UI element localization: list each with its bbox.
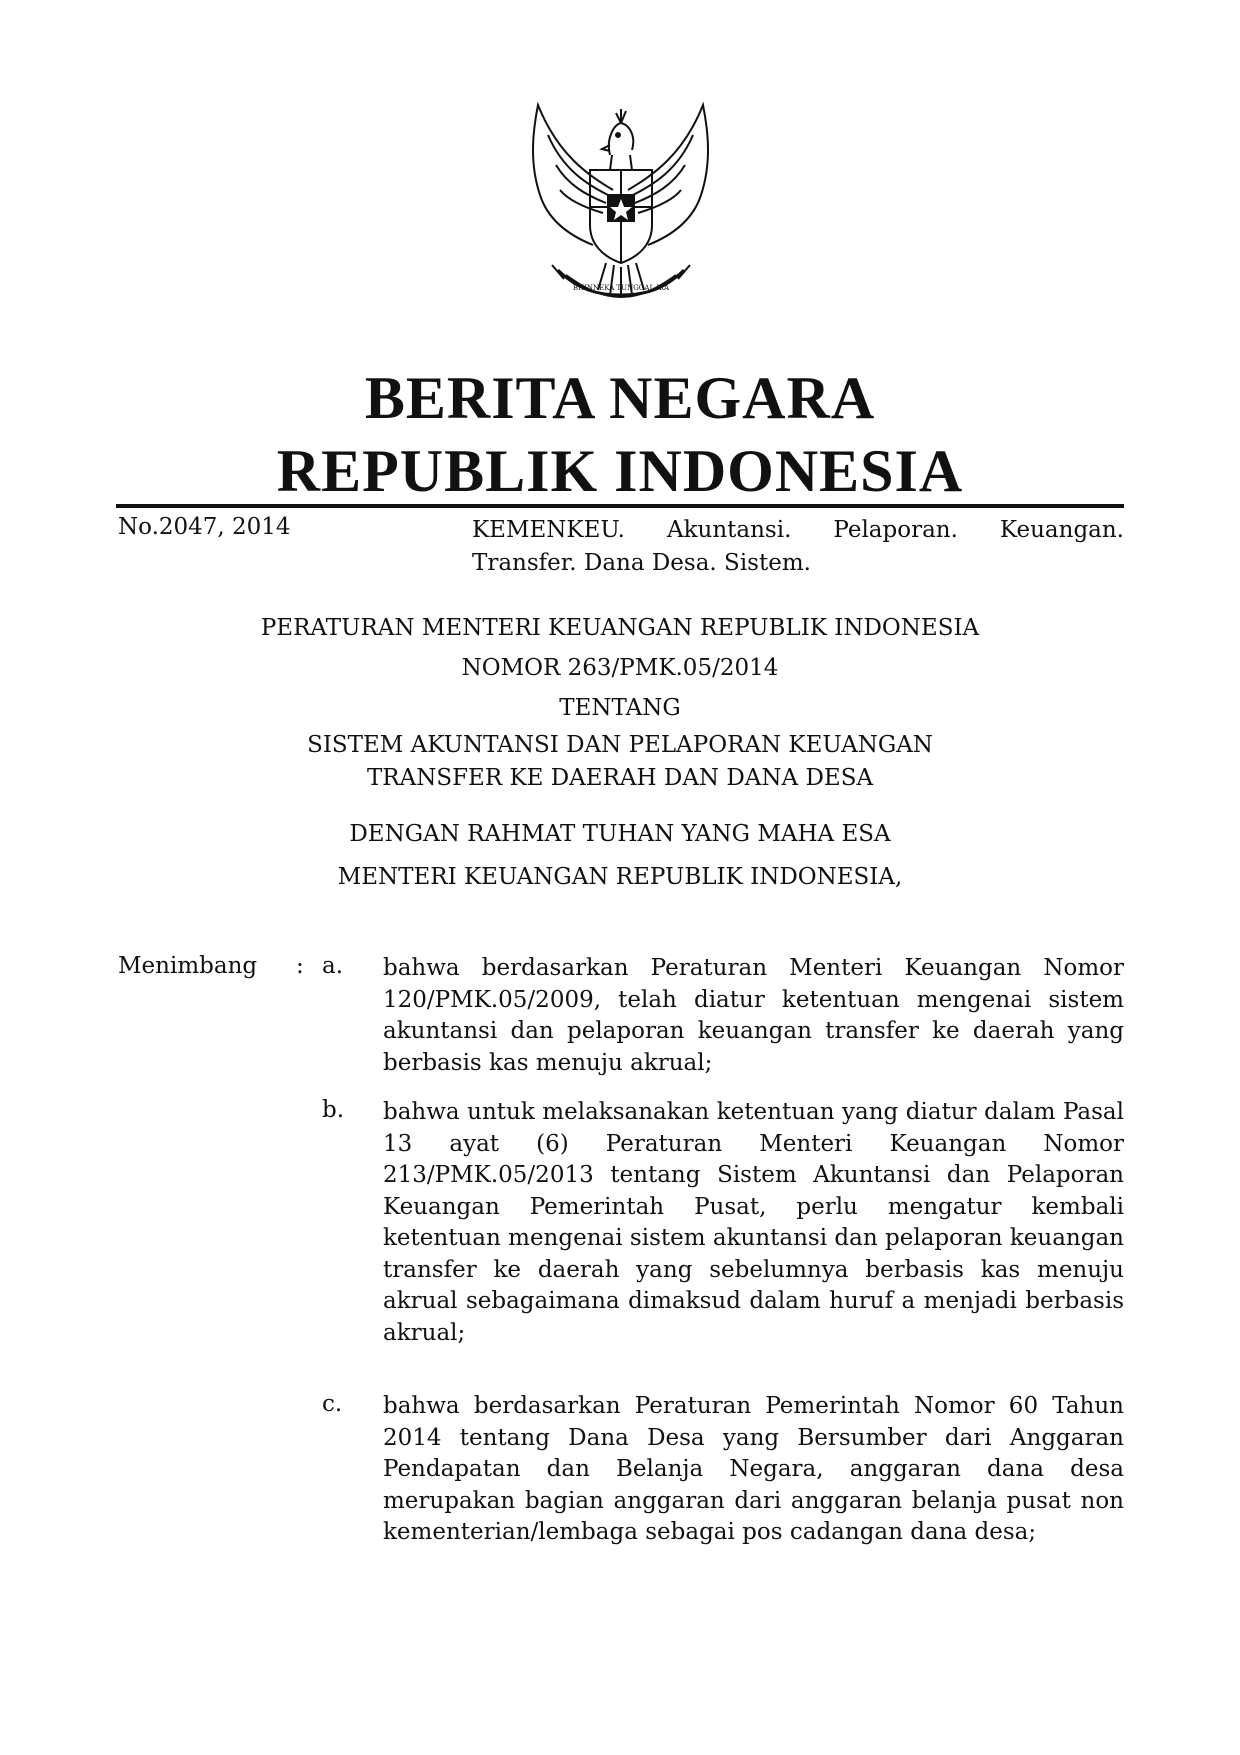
gazette-number: No.2047, 2014 — [118, 514, 291, 540]
considerations-colon: : — [296, 953, 304, 979]
blessing-line: DENGAN RAHMAT TUHAN YANG MAHA ESA — [349, 821, 891, 847]
issuer-line: MENTERI KEUANGAN REPUBLIK INDONESIA, — [337, 864, 903, 890]
regulation-about: TENTANG — [559, 695, 681, 721]
regulation-number: NOMOR 263/PMK.05/2014 — [461, 655, 779, 681]
regulation-subject-line-1: SISTEM AKUNTANSI DAN PELAPORAN KEUANGAN — [307, 732, 933, 758]
consideration-letter: a. — [322, 953, 344, 979]
regulation-title: PERATURAN MENTERI KEUANGAN REPUBLIK INDONESIA — [260, 615, 980, 641]
masthead-line-2: REPUBLIK INDONESIA — [276, 438, 964, 504]
consideration-text: bahwa berdasarkan Peraturan Pemerintah Nomor 60 Tahun 2014 tentang Dana Desa yang Bersumber dari Anggaran Pendapatan dan Belanja Negara, anggaran dana desa merupakan bagian anggaran dari anggaran belanja pusat non kementerian/lembaga sebagai pos cadangan dana desa; — [383, 1393, 1124, 1545]
considerations-label: Menimbang — [118, 953, 258, 979]
consideration-text: bahwa berdasarkan Peraturan Menteri Keuangan Nomor 120/PMK.05/2009, telah diatur ketentuan mengenai sistem akuntansi dan pelaporan keuangan transfer ke daerah yang berbasis kas menuju akrual; — [383, 955, 1124, 1076]
regulation-subject-line-2: TRANSFER KE DAERAH DAN DANA DESA — [366, 765, 874, 791]
consideration-letter: b. — [322, 1097, 345, 1123]
masthead-line-1: BERITA NEGARA — [364, 365, 876, 431]
consideration-text: bahwa untuk melaksanakan ketentuan yang diatur dalam Pasal 13 ayat (6) Peraturan Menteri Keuangan Nomor 213/PMK.05/2013 tentang Sistem Akuntansi dan Pelaporan Keuangan Pemerintah Pusat, perlu mengatur kembali ketentuan mengenai sistem akuntansi dan pelaporan keuangan transfer ke daerah yang sebelumnya berbasis kas menuju akrual sebagaimana dimaksud dalam huruf a menjadi berbasis akrual; — [383, 1099, 1124, 1346]
masthead-rule — [116, 504, 1124, 508]
garuda-pancasila-icon — [518, 95, 723, 315]
gazette-keywords: KEMENKEU. Akuntansi. Pelaporan. Keuangan. Transfer. Dana Desa. Sistem. — [472, 517, 1124, 576]
emblem-motto: BHINNEKA TUNGGAL IKA — [572, 284, 670, 292]
consideration-letter: c. — [322, 1391, 343, 1417]
